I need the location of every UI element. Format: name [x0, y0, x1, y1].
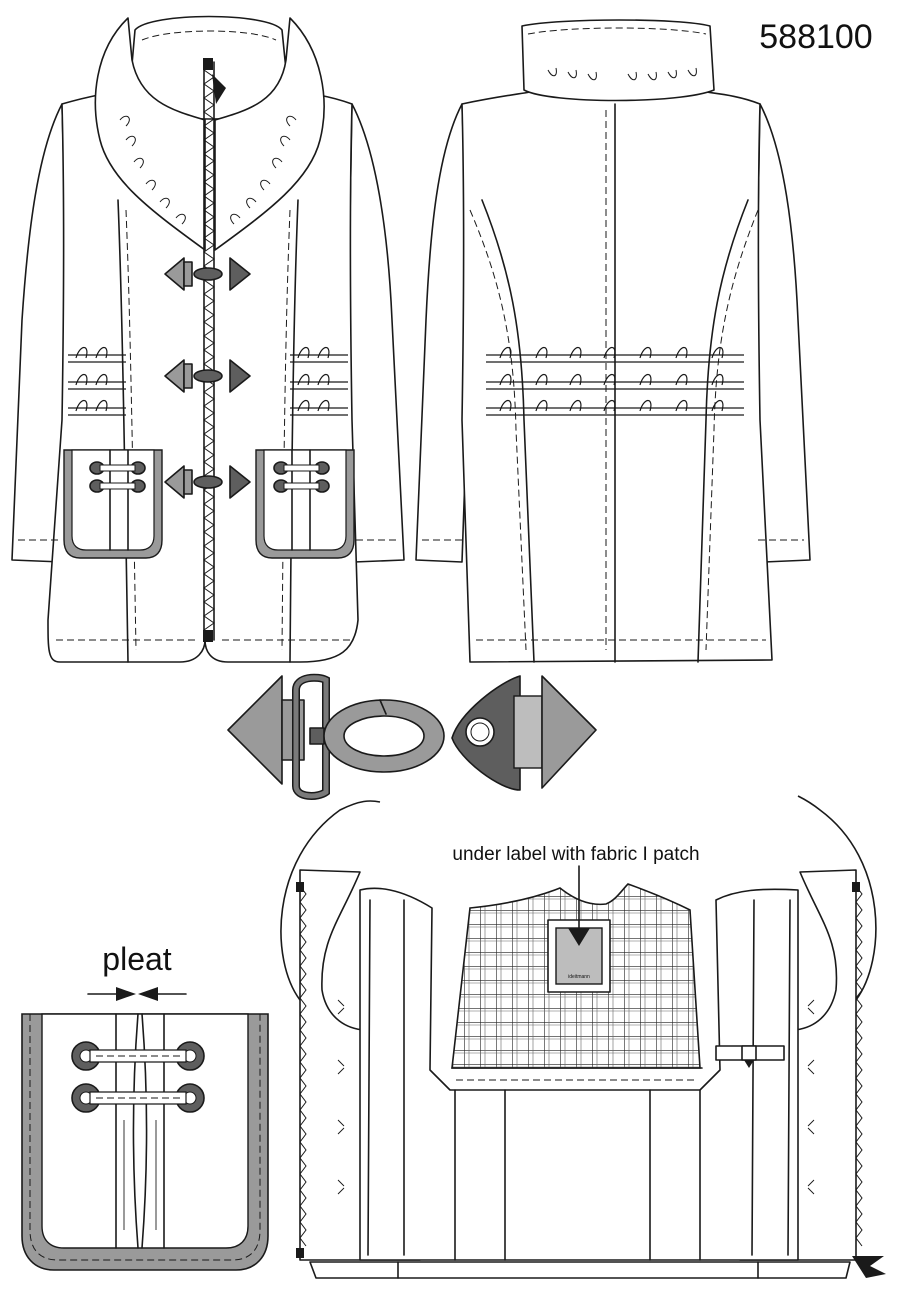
- front-right-sleeve: [348, 104, 404, 562]
- front-view: [12, 17, 404, 663]
- pocket-detail-lace-bottom: [90, 1092, 186, 1104]
- toggle-right-clamp: [514, 696, 542, 768]
- pocket-detail: [22, 941, 268, 1270]
- front-right-pocket: [256, 450, 354, 558]
- front-zipper-bottom-stop: [203, 630, 213, 642]
- toggle-left-triangle-tab: [228, 676, 282, 784]
- lining-interior-view: [281, 796, 886, 1278]
- back-view: [416, 20, 810, 662]
- model-number: 588100: [759, 18, 873, 56]
- lining-zipper-pull: [852, 1256, 886, 1278]
- toggle-right-triangle-tab: [542, 676, 596, 788]
- pocket-detail-lace-top: [90, 1050, 186, 1062]
- front-left-pocket: [64, 450, 162, 558]
- pleat-annotation: pleat: [102, 941, 172, 977]
- back-collar: [522, 20, 714, 101]
- toggle-closure-detail: [228, 676, 596, 796]
- front-zipper-top-stop: [203, 58, 213, 70]
- back-left-sleeve: [416, 104, 470, 562]
- back-body: [462, 92, 772, 662]
- under-label-annotation: under label with fabric I patch: [452, 844, 700, 865]
- lining-label-tag-text: ideitmann: [568, 974, 590, 980]
